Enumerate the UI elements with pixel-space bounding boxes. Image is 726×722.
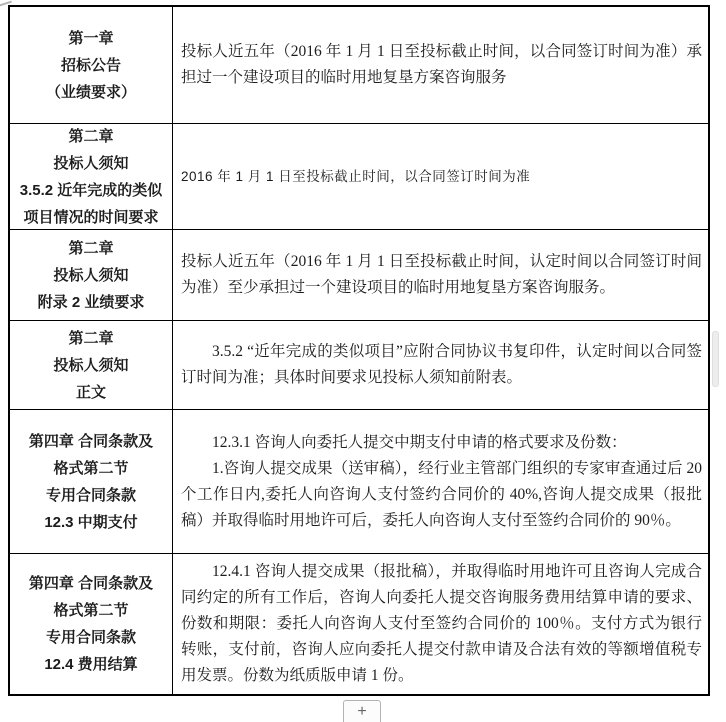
chapter-line: 第一章 [68,29,114,47]
scrollbar-thumb[interactable] [712,331,719,387]
chapter-line: 第二章 [68,127,114,145]
chapter-line: 格式第二节 [53,459,129,477]
chapter-line: 招标公告 [60,56,121,74]
chapter-line: 第四章 合同条款及 [28,575,154,592]
add-row-button[interactable] [343,700,381,722]
content-paragraph: 投标人近五年（2016 年 1 月 1 日至投标截止时间，以合同签订时间为准）承担过一个建设项目的临时用地复垦方案咨询服务 [181,43,702,86]
chapter-line: 专用合同条款 [45,486,136,504]
chapter-line: 第二章 [68,329,114,347]
table-row [10,409,708,553]
chapter-line: 投标人须知 [53,356,129,374]
table-row [10,123,708,229]
content-cell [173,124,708,229]
chapter-cell [10,554,173,694]
chapter-line: 第四章 合同条款及 [28,432,154,450]
clause-comparison-table [8,5,710,696]
chapter-line: 3.5.2 近年完成的类似 [19,181,163,199]
content-paragraph: 2016 年 1 月 1 日至投标截止时间，以合同签订时间为准 [181,168,531,184]
content-cell [173,554,708,694]
chapter-line: 项目情况的时间要求 [23,208,159,226]
content-paragraph: 3.5.2 “近年完成的类似项目”应附合同协议书复印件，认定时间以合同签订时间为准；具体时间要求见投标人须知前附表。 [181,343,702,386]
plus-icon: + [357,703,367,720]
chapter-line: 专用合同条款 [45,629,136,646]
chapter-line: 12.3 中期支付 [44,513,138,531]
table-row [10,7,708,123]
table-row [10,553,708,694]
chapter-cell [10,230,173,320]
table-row [10,229,708,320]
chapter-line: 正文 [75,383,106,401]
chapter-cell [10,124,173,229]
chapter-cell [10,321,173,409]
table-row [10,320,708,409]
chapter-line: （业绩要求） [45,83,136,101]
content-cell [173,321,708,409]
content-cell [173,230,708,320]
chapter-cell [10,7,173,123]
content-paragraph: 12.4.1 咨询人提交成果（报批稿），并取得临时用地许可且咨询人完成合同约定的所有工作后，咨询人向委托人提交咨询服务费用结算申请的要求、份数和期限：委托人向咨询人支付至签约合同价的 100％。支付方式为银行转账，支付前，咨询人应向委托人提交付款申请及合法有效的等额增值税专用发票。份数为纸质版申请 1 份。 [181,563,702,684]
content-cell [173,410,708,553]
chapter-cell [10,410,173,553]
chapter-line: 投标人须知 [53,154,129,172]
chapter-line: 格式第二节 [53,602,129,619]
content-paragraph: 1.咨询人提交成果（送审稿），经行业主管部门组织的专家审查通过后 20 个工作日内,委托人向咨询人支付签约合同价的 40%,咨询人提交成果（报批稿）并取得临时用地许可后，委托人向咨询人支付至签约合同价的 90％。 [181,459,702,529]
chapter-line: 12.4 费用结算 [44,656,138,673]
content-cell [173,7,708,123]
chapter-line: 附录 2 业绩要求 [37,293,145,311]
content-paragraph: 12.3.1 咨询人向委托人提交中期支付申请的格式要求及份数： [212,433,627,451]
chapter-line: 投标人须知 [53,266,129,284]
chapter-line: 第二章 [68,239,114,257]
content-paragraph: 投标人近五年（2016 年 1 月 1 日至投标截止时间，认定时间以合同签订时间为准）至少承担过一个建设项目的临时用地复垦方案咨询服务。 [181,253,702,296]
